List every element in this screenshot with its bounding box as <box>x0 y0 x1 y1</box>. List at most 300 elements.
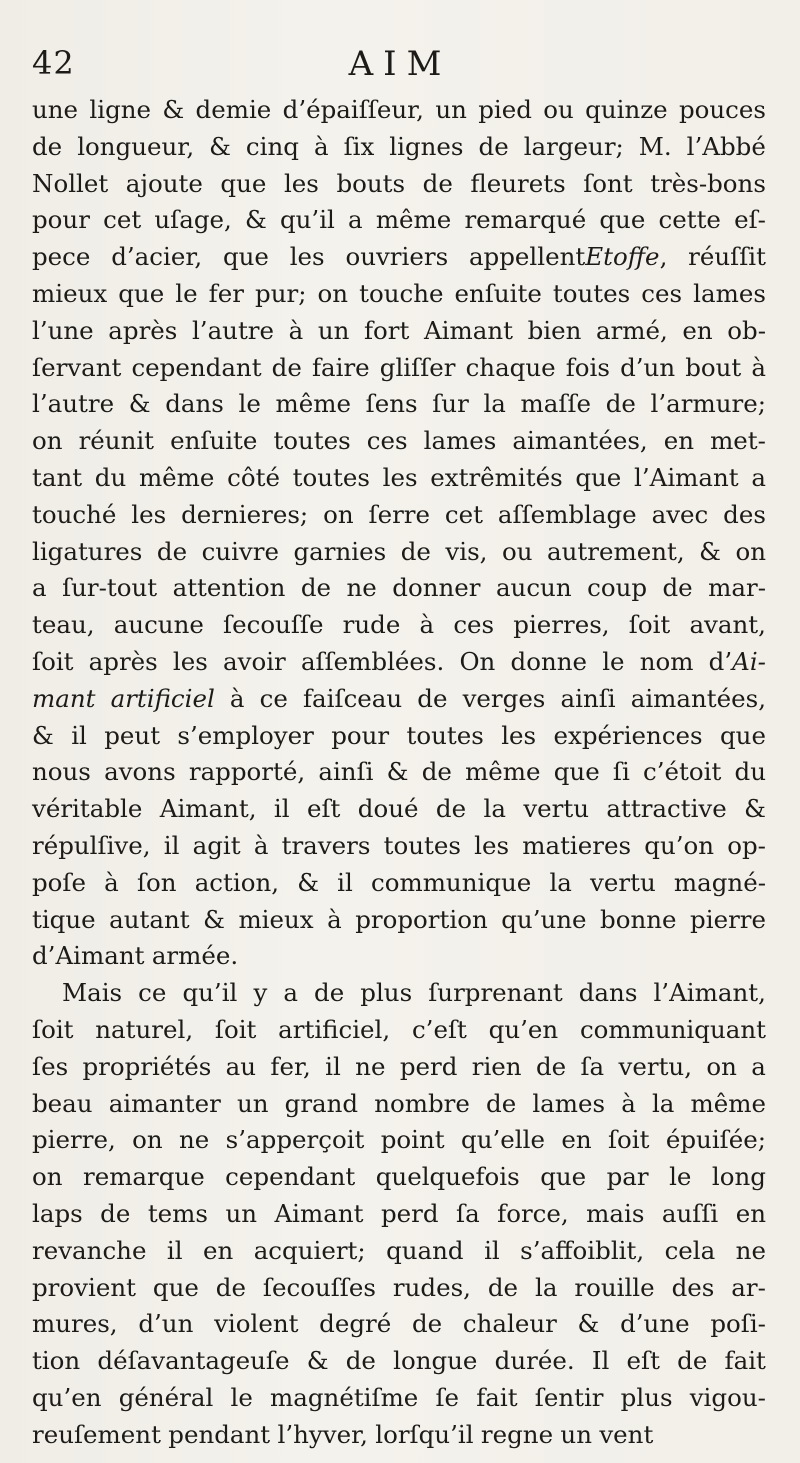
word: pendant <box>168 1419 271 1449</box>
word: d’Ai- <box>708 646 766 676</box>
word: épuiſée; <box>665 1125 766 1155</box>
word: pied <box>478 95 532 124</box>
text-line <box>32 129 766 166</box>
word: cet <box>103 205 142 235</box>
word: aimantées, <box>512 426 648 456</box>
word: l’hyver, <box>277 1419 368 1449</box>
word: pierre <box>690 904 766 934</box>
word: il <box>325 1051 341 1081</box>
word: la <box>535 1272 558 1302</box>
word: magné- <box>673 867 766 897</box>
word: vertu <box>590 867 656 897</box>
word: ſoit <box>32 1014 74 1044</box>
word: même <box>465 757 541 787</box>
text-line <box>32 828 766 865</box>
word: met- <box>710 426 766 456</box>
word: on <box>317 278 349 308</box>
word: vent <box>599 1419 654 1449</box>
word: de <box>271 352 302 382</box>
text-line <box>32 386 766 423</box>
word: la <box>483 389 506 419</box>
word: de <box>422 168 453 198</box>
word: toutes <box>406 720 484 750</box>
word: pierres, <box>513 610 610 640</box>
word: les <box>382 462 418 492</box>
word: l’Abbé <box>686 131 766 161</box>
word: de <box>417 683 448 713</box>
word: du <box>734 757 766 787</box>
word: la <box>651 1088 675 1118</box>
word: mieux <box>238 904 314 934</box>
word: mieux <box>32 278 108 308</box>
word: & <box>577 1309 600 1339</box>
word: expériences <box>553 720 703 750</box>
word: le <box>230 1382 253 1412</box>
word: ne <box>355 1051 386 1081</box>
word: avons <box>104 757 176 787</box>
word: & <box>203 904 225 934</box>
word: qu’en <box>488 1014 559 1044</box>
word: de <box>677 1346 708 1376</box>
word: l’Aimant, <box>653 978 766 1008</box>
word: en <box>202 1235 234 1265</box>
word: à <box>104 867 119 897</box>
word: eſt <box>626 1346 660 1376</box>
word: de <box>487 1272 519 1302</box>
word: lames <box>532 1088 606 1118</box>
word: cependant <box>225 1162 356 1192</box>
word: enſuite <box>170 426 258 456</box>
word: force, <box>497 1198 569 1228</box>
text-line <box>32 718 766 755</box>
text-line <box>32 1380 766 1417</box>
word: on <box>706 1051 737 1081</box>
word: des <box>671 1272 715 1302</box>
word: ne <box>179 1125 210 1155</box>
word: que <box>720 720 766 750</box>
word: beau <box>32 1088 93 1118</box>
word: l’autre <box>32 389 115 419</box>
word: remarque <box>82 1162 205 1192</box>
word: après <box>108 315 178 345</box>
word: de <box>411 1309 443 1339</box>
text-line <box>32 1417 766 1454</box>
word: donner <box>392 573 481 603</box>
word: donne <box>510 646 588 676</box>
word: proportion <box>355 904 488 934</box>
word: vertu, <box>618 1051 692 1081</box>
word: ſes <box>32 1051 69 1081</box>
word: qu’il <box>279 205 335 235</box>
word: aucune <box>113 610 204 640</box>
word: ſi <box>612 757 630 787</box>
word: d’épaiſſeur, <box>282 95 424 124</box>
word: attractive <box>606 794 727 824</box>
word: aimantées, <box>630 683 766 713</box>
word: ſecouſſes <box>262 1272 376 1302</box>
word: il <box>163 830 180 860</box>
word: doué <box>357 794 419 824</box>
word: l’autre <box>191 315 275 345</box>
word: on <box>132 1125 163 1155</box>
word: revanche <box>32 1235 147 1265</box>
word: le <box>602 646 625 676</box>
word: toutes <box>552 278 631 308</box>
word: au <box>225 1051 257 1081</box>
word: vertu <box>523 794 590 824</box>
word: toutes <box>273 426 351 456</box>
word: Nollet <box>32 168 109 198</box>
word: rouille <box>574 1272 655 1302</box>
text-line <box>32 607 766 644</box>
word: les <box>283 168 319 198</box>
word: perd <box>380 1198 439 1228</box>
word: ces <box>453 610 495 640</box>
word: ou <box>543 95 574 124</box>
word: les <box>474 830 510 860</box>
word: & <box>699 536 721 566</box>
word: fleurets <box>470 168 566 198</box>
word: des <box>723 499 766 529</box>
word: on <box>323 499 354 529</box>
word: de <box>478 131 509 161</box>
word: avoir <box>223 646 286 676</box>
word: regne <box>480 1419 554 1449</box>
word: a <box>283 978 298 1008</box>
word: a <box>32 573 47 603</box>
word: ſon <box>136 867 177 897</box>
word: les <box>501 720 537 750</box>
word: lames <box>693 278 766 308</box>
word: pouces <box>678 95 766 124</box>
word: armé, <box>595 315 668 345</box>
text-line <box>32 791 766 828</box>
text-line <box>32 350 766 387</box>
word: que <box>553 757 600 787</box>
word: dans <box>165 389 224 419</box>
word: d’un <box>620 352 676 382</box>
text-line <box>32 202 766 239</box>
word: c’eſt <box>411 1014 467 1044</box>
word: ces <box>641 278 683 308</box>
word: agit <box>192 830 241 860</box>
word: il <box>166 1235 183 1265</box>
word: même <box>690 1088 766 1118</box>
word: en <box>561 1125 592 1155</box>
word: ſont <box>583 168 633 198</box>
word: autant <box>109 904 190 934</box>
word: & <box>744 794 766 824</box>
text-line <box>32 644 766 681</box>
word: plus <box>620 1382 673 1412</box>
body-text <box>32 92 766 1453</box>
word: fait <box>476 1382 518 1412</box>
word: ſentir <box>534 1382 604 1412</box>
word: d’Aimant <box>32 941 145 971</box>
word: ne <box>346 573 377 603</box>
word: en <box>682 315 713 345</box>
word: de <box>421 757 452 787</box>
word: il <box>273 794 290 824</box>
text-line <box>32 239 766 276</box>
word: la <box>549 867 572 897</box>
text-line <box>32 92 766 129</box>
word: dans <box>578 978 638 1008</box>
word: propriétés <box>82 1051 212 1081</box>
word: matieres <box>522 830 632 860</box>
word: pour <box>331 720 390 750</box>
word: côté <box>227 462 280 492</box>
word: touché <box>32 499 117 529</box>
word: de <box>215 1272 246 1302</box>
word: de <box>435 794 467 824</box>
word: les <box>131 499 167 529</box>
word: ſa <box>580 1051 605 1081</box>
word: artificiel <box>110 683 215 713</box>
text-line <box>32 1233 766 1270</box>
word: que <box>118 278 165 308</box>
word: qu’en <box>32 1382 102 1412</box>
word: faire <box>311 352 370 382</box>
word: chaque <box>465 352 556 382</box>
word: ſoit <box>214 1014 257 1044</box>
word: nous <box>32 757 91 787</box>
running-head: AIM <box>348 44 452 84</box>
word: nom <box>639 646 694 676</box>
word: il <box>71 720 87 750</box>
word: maſſe <box>520 389 592 419</box>
word: tique <box>32 904 96 934</box>
word: degré <box>319 1309 392 1339</box>
word: ob- <box>727 315 766 345</box>
word: répulſive, <box>32 830 151 860</box>
word: réunit <box>78 426 155 456</box>
word: d’acier, <box>111 242 203 272</box>
word: c’étoit <box>643 757 722 787</box>
word: ce <box>138 978 167 1008</box>
word: Aimant <box>423 315 513 345</box>
word: pur; <box>255 278 307 308</box>
word: vis, <box>445 536 488 566</box>
word: laps <box>32 1198 83 1228</box>
word: ou <box>501 536 533 566</box>
word: même <box>138 462 215 492</box>
word: aſſemblage <box>497 499 637 529</box>
word: acquiert; <box>253 1235 366 1265</box>
word: tems <box>147 1198 208 1228</box>
word: ne <box>735 1235 766 1265</box>
word: provient <box>32 1272 136 1302</box>
word: après <box>88 646 158 676</box>
text-line <box>32 1159 766 1196</box>
word: nombre <box>374 1088 470 1118</box>
word: largeur; <box>523 131 624 161</box>
word: & <box>209 131 231 161</box>
word: qu’on <box>644 830 715 860</box>
word: qu’il <box>182 978 238 1008</box>
word: point <box>380 1125 445 1155</box>
word: demie <box>195 95 272 124</box>
page-number: 42 <box>32 44 75 82</box>
word: par <box>606 1162 649 1192</box>
word: s’apperçoit <box>225 1125 365 1155</box>
word: un <box>435 95 467 124</box>
word: communique <box>370 867 532 897</box>
word: uſage, <box>154 205 232 235</box>
word: & <box>297 867 319 897</box>
word: avant, <box>689 610 766 640</box>
word: teau, <box>32 610 95 640</box>
word: cuivre <box>201 536 279 566</box>
word: Aimant, <box>159 794 257 824</box>
word: l’Aimant <box>634 462 739 492</box>
word: même <box>375 205 452 235</box>
word: un <box>560 1419 592 1449</box>
text-line <box>32 166 766 203</box>
word: Il <box>591 1346 610 1376</box>
word: aſſemblées. <box>300 646 445 676</box>
word: durée. <box>494 1346 575 1376</box>
word: un <box>236 1088 269 1118</box>
word: de <box>32 131 63 161</box>
word: un <box>317 315 350 345</box>
text-line <box>32 975 766 1012</box>
word: lignes <box>389 131 464 161</box>
word: & <box>32 720 54 750</box>
word: qu’une <box>501 904 587 934</box>
word: ſerre <box>368 499 430 529</box>
text-line <box>32 1306 766 1343</box>
word: cet <box>444 499 483 529</box>
text-line <box>32 497 766 534</box>
word: bonne <box>600 904 677 934</box>
word: & <box>162 95 185 124</box>
text-line <box>32 938 766 975</box>
word: faiſceau <box>302 683 403 713</box>
word: extrêmités <box>430 462 563 492</box>
word: lames <box>423 426 497 456</box>
word: on <box>32 426 63 456</box>
word: le <box>175 278 198 308</box>
word: à <box>288 315 304 345</box>
word: ſa <box>456 1198 480 1228</box>
word: reuſement <box>32 1419 161 1449</box>
word: que <box>152 1272 199 1302</box>
word: rude <box>342 610 401 640</box>
text-line <box>32 570 766 607</box>
word: il <box>484 1235 500 1265</box>
word: pece <box>32 242 91 272</box>
word: rien <box>471 1051 522 1081</box>
word: de <box>486 1088 517 1118</box>
word: bout <box>685 352 742 382</box>
word: qu’elle <box>461 1125 545 1155</box>
word: en <box>663 426 695 456</box>
text-line <box>32 902 766 939</box>
word: eſt <box>306 794 341 824</box>
text-line <box>32 1270 766 1307</box>
word: cette <box>658 205 721 235</box>
word: mar- <box>708 573 766 603</box>
word: que <box>220 168 267 198</box>
word: ſe <box>435 1382 460 1412</box>
word: chaleur <box>462 1309 557 1339</box>
word: ces <box>366 426 408 456</box>
word: magnétiſme <box>270 1382 419 1412</box>
word: rudes, <box>392 1272 471 1302</box>
text-line <box>32 754 766 791</box>
word: plus <box>360 978 413 1008</box>
word: de <box>535 1051 567 1081</box>
word: de <box>156 536 188 566</box>
word: mures, <box>32 1309 118 1339</box>
word: s’employer <box>177 720 314 750</box>
word: garnies <box>293 536 387 566</box>
text-line <box>32 1012 766 1049</box>
word: fait <box>724 1346 766 1376</box>
word: l’une <box>32 315 94 345</box>
word: de <box>400 536 431 566</box>
text-line <box>32 423 766 460</box>
text-line <box>32 460 766 497</box>
word: appellentEtoffe, <box>468 242 668 272</box>
word: Mais <box>62 978 123 1008</box>
word: cinq <box>245 131 299 161</box>
text-line <box>32 313 766 350</box>
word: que <box>222 242 269 272</box>
word: cependant <box>131 352 262 382</box>
word: attention <box>172 573 286 603</box>
word: enſuite <box>454 278 542 308</box>
word: rapporté, <box>188 757 306 787</box>
text-line <box>32 1343 766 1380</box>
word: à <box>327 904 342 934</box>
word: déſavantageuſe <box>97 1346 290 1376</box>
word: il <box>337 867 353 897</box>
word: & <box>244 205 267 235</box>
word: avec <box>651 499 709 529</box>
word: a <box>751 462 766 492</box>
word: à <box>229 683 245 713</box>
word: grand <box>284 1088 359 1118</box>
word: d’une <box>620 1309 690 1339</box>
word: quinze <box>585 95 668 124</box>
word: fer, <box>270 1051 311 1081</box>
word: tant <box>32 462 83 492</box>
word: on <box>32 1162 63 1192</box>
word: travers <box>281 830 371 860</box>
word: les <box>289 242 325 272</box>
word: action, <box>194 867 280 897</box>
word: op- <box>727 830 766 860</box>
word: ligne <box>89 95 152 124</box>
word: bouts <box>336 168 406 198</box>
text-line <box>32 1122 766 1159</box>
word: verges <box>462 683 546 713</box>
word: mais <box>586 1198 645 1228</box>
word: pierre, <box>32 1125 116 1155</box>
word: un <box>225 1198 258 1228</box>
word: gliſſer <box>379 352 456 382</box>
word: peut <box>104 720 161 750</box>
word: toutes <box>383 830 461 860</box>
word: de <box>100 1198 131 1228</box>
word: le <box>238 389 261 419</box>
word: violent <box>214 1309 299 1339</box>
word: de <box>314 978 345 1008</box>
word: général <box>118 1382 214 1412</box>
word: l’armure; <box>650 389 766 419</box>
